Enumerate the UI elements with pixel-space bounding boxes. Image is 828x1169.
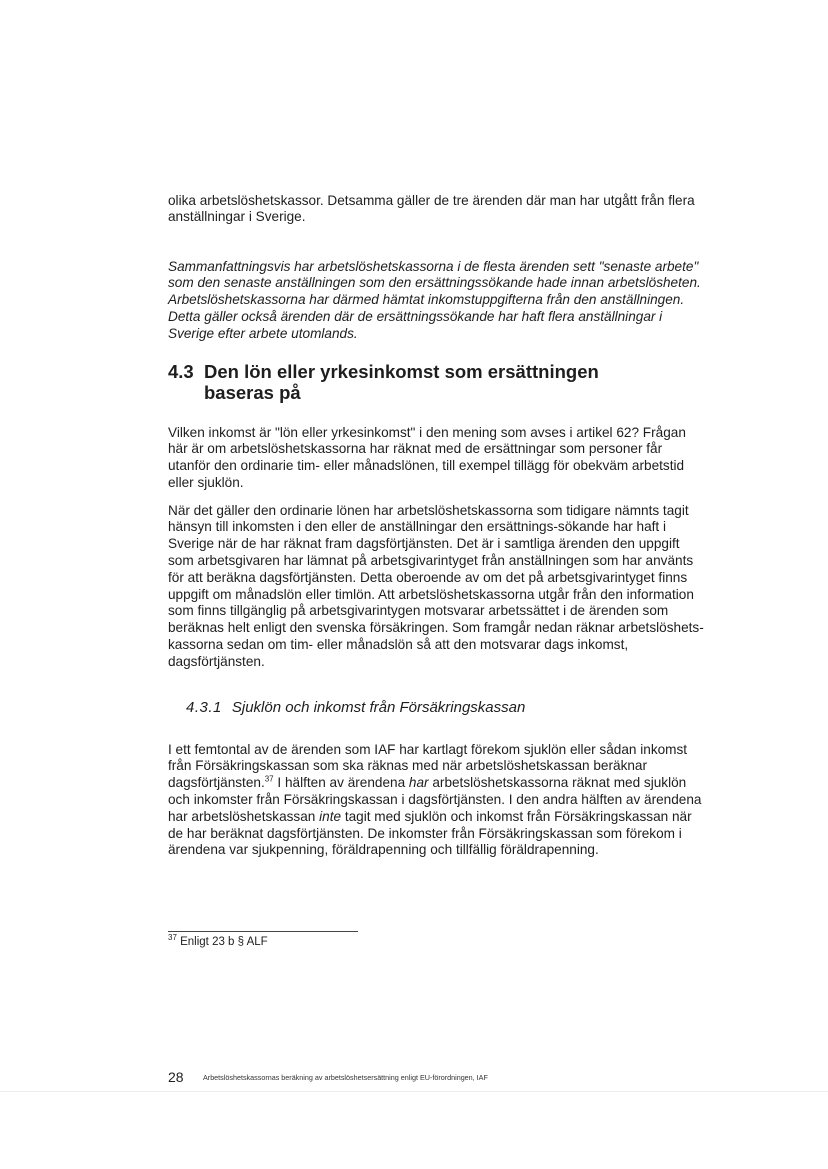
page-number: 28	[168, 1069, 184, 1085]
subsection-number: 4.3.1	[186, 699, 222, 716]
footnote-separator	[168, 931, 358, 932]
subsection-heading	[186, 699, 525, 717]
paragraph-sick-pay-part4: tagit med sjuklön och inkomst från Försäkringskassan när de har beräknat dagsförtjänsten. De inkomster från Försäkringskassan som förekom i ärendena var sjukpenning, föräldrapenning och tillfällig föräldrapenning.	[168, 808, 692, 858]
running-footer-title: Arbetslöshetskassornas beräkning av arbetslöshetsersättning enligt EU-förordningen, IAF	[203, 1073, 488, 1082]
footnote-reference[interactable]: 37	[264, 774, 274, 784]
emphasis-har: har	[408, 775, 429, 791]
subsection-title: Sjuklön och inkomst från Försäkringskassan	[231, 699, 526, 716]
paragraph-sick-pay-part3: arbetslöshetskassorna räknat med sjuklön och inkomster från Försäkringskassan i dagsförtjänsten. I den andra hälften av ärendena har arbetslöshetskassan	[168, 775, 702, 824]
summary-paragraph: Sammanfattningsvis har arbetslöshetskassorna i de flesta ärenden sett "senaste arbete" som den senaste anställningen som den ersättningssökande hade innan arbetslösheten. Arbetslöshetskassorna har därmed hämtat inkomstuppgifterna från den anställningen. Detta gäller också ärenden där de ersättningssökande har haft flera anställningar i Sverige efter arbete utomlands.	[168, 258, 701, 341]
paragraph-sick-pay-part2: I hälften av ärendena	[273, 775, 409, 791]
scan-edge-line	[0, 1091, 828, 1092]
footnote-number: 37	[168, 933, 177, 943]
footnote	[168, 935, 268, 949]
paragraph-sick-pay-part1: I ett femtontal av de ärenden som IAF har kartlagt förekom sjuklön eller sådan inkomst från Försäkringskassan som ska räknas med när arbetslöshetskassan beräknar dagsförtjänsten.	[168, 741, 688, 791]
footnote-text: Enligt 23 b § ALF	[176, 936, 268, 948]
paragraph-intro: olika arbetslöshetskassor. Detsamma gäller de tre ärenden där man har utgått från flera anställningar i Sverige.	[168, 192, 695, 225]
section-title: Den lön eller yrkesinkomst som ersättningen baseras på	[204, 361, 599, 403]
section-heading	[168, 361, 668, 403]
paragraph-sick-pay	[168, 742, 708, 860]
paragraph-ordinary-salary: När det gäller den ordinarie lönen har arbetslöshetskassorna som tidigare nämnts tagit hänsyn till inkomsten i den eller de anställningar den ersättnings-sökande har haft i Sverige när de har räknat fram dagsförtjänsten. Det är i samtliga ärenden den uppgift som arbetsgivaren har lämnat på arbetsgivarintyget från anställningen som har använts för att beräkna dagsförtjänsten. Detta oberoende av om det på arbetsgivarintyget finns uppgift om månadslön eller timlön. Att arbetslöshetskassorna utgår från den information som finns tillgänglig på arbetsgivarintygen motsvarar arbetssättet i de ärenden som beräknas helt enligt den svenska försäkringen. Som framgår nedan räknar arbetslöshets-kassorna sedan om tim- eller månadslön så att den motsvarar dags inkomst, dagsförtjänsten.	[168, 502, 704, 669]
emphasis-inte: inte	[319, 808, 342, 824]
paragraph-income-question: Vilken inkomst är "lön eller yrkesinkomst" i den mening som avses i artikel 62? Frågan här är om arbetslöshetskassorna har räknat med de ersättningar som personer får utanför den ordinarie tim- eller månadslönen, till exempel tillägg för obekväm arbetstid eller sjuklön.	[168, 424, 686, 490]
section-number: 4.3	[168, 361, 194, 382]
